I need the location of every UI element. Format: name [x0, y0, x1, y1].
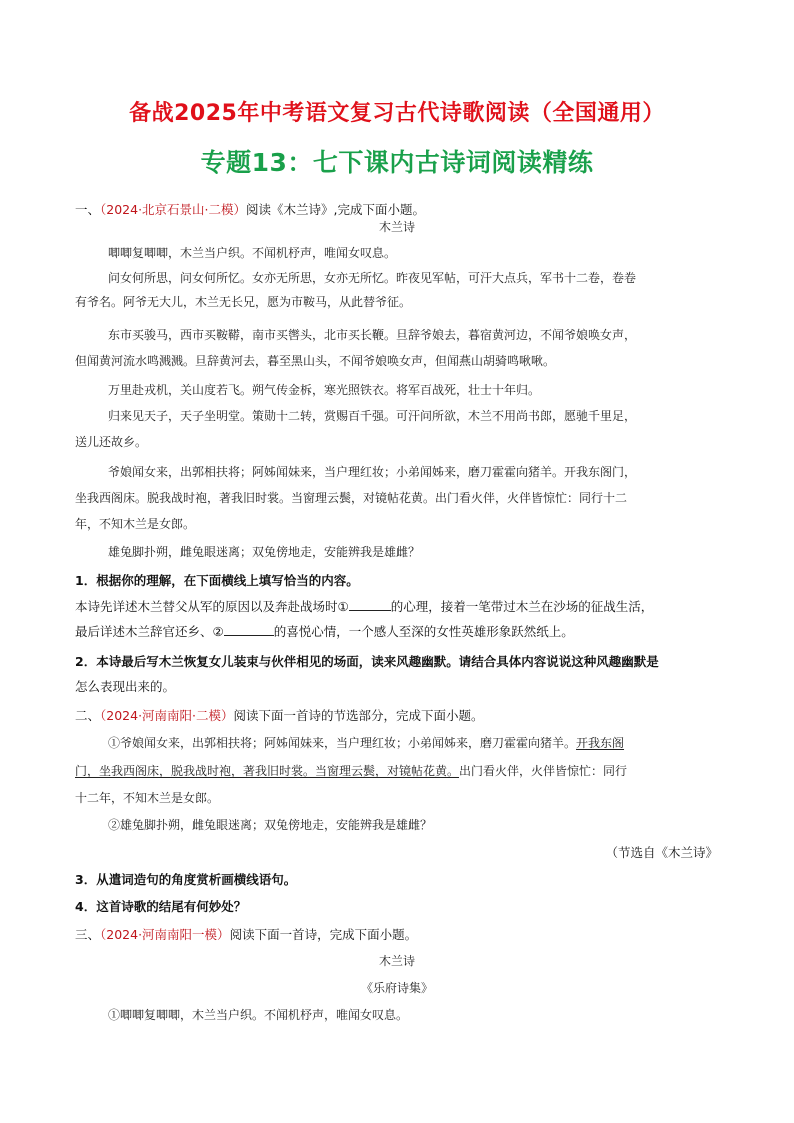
question-1-text	[75, 623, 574, 641]
question-2: 2．本诗最后写木兰恢复女儿装束与伙伴相见的场面，读来风趣幽默。请结合具体内容说说这种风趣幽默是	[75, 654, 659, 669]
question-text: 的喜悦心情，一个感人至深的女性英雄形象跃然纸上。	[273, 624, 574, 639]
question-2-cont: 怎么表现出来的。	[75, 679, 176, 694]
poem-line: 东市买骏马，西市买鞍鞯，南市买辔头，北市买长鞭。旦辞爷娘去，暮宿黄河边，不闻爷娘唤女声，	[108, 328, 637, 342]
poem-line: 有爷名。阿爷无大儿，木兰无长兄，愿为市鞍马，从此替爷征。	[75, 295, 412, 309]
section-number: 一、	[75, 202, 101, 217]
question-source: （2024·河南南阳·二模）	[100, 708, 234, 723]
poem-line: 问女何所思，问女何所忆。女亦无所思，女亦无所忆。昨夜见军帖，可汗大点兵，军书十二卷，卷卷	[108, 271, 637, 285]
question-4: 4．这首诗歌的结尾有何妙处？	[75, 899, 247, 914]
question-source: （2024·北京石景山·二模）	[100, 202, 247, 217]
poem-line: 归来见天子，天子坐明堂。策勋十二转，赏赐百千强。可汗问所欲，木兰不用尚书郎，愿驰千里足，	[108, 409, 637, 423]
section-3-heading	[75, 926, 417, 944]
poem-line	[108, 734, 624, 752]
poem-line: ②雄兔脚扑朔，雌兔眼迷离；双兔傍地走，安能辨我是雄雌？	[108, 818, 433, 832]
document-subtitle: 专题13：七下课内古诗词阅读精练	[200, 148, 594, 177]
answer-blank-2[interactable]	[224, 623, 274, 636]
poem-line: 年，不知木兰是女郎。	[75, 517, 196, 531]
underlined-text: 开我东阁	[576, 736, 625, 750]
question-1: 1．根据你的理解，在下面横线上填写恰当的内容。	[75, 573, 359, 588]
poem-line: ①唧唧复唧唧，木兰当户织。不闻机杼声，唯闻女叹息。	[108, 1008, 409, 1022]
section-number: 二、	[75, 708, 101, 723]
poem-title: 木兰诗	[378, 220, 415, 234]
poem-line: 爷娘闻女来，出郭相扶将；阿姊闻妹来，当户理红妆；小弟闻姊来，磨刀霍霍向猪羊。开我东阁门，	[108, 465, 637, 479]
section-number: 三、	[75, 927, 101, 942]
question-3: 3．从遣词造句的角度赏析画横线语句。	[75, 872, 297, 887]
question-text: 的心理，接着一笔带过木兰在沙场的征战生活，	[390, 599, 654, 614]
poem-line: 十二年，不知木兰是女郎。	[75, 791, 220, 805]
section-prompt: 阅读下面一首诗的节选部分，完成下面小题。	[233, 708, 484, 723]
poem-line: 坐我西阁床。脱我战时袍，著我旧时裳。当窗理云鬓，对镜帖花黄。出门看火伴，火伴皆惊忙：同行十二	[75, 491, 628, 505]
section-1-heading	[75, 201, 425, 219]
question-1-text	[75, 598, 653, 616]
poem-line: 唧唧复唧唧，木兰当户织。不闻机杼声，唯闻女叹息。	[108, 246, 397, 260]
poem-text: ①爷娘闻女来，出郭相扶将；阿姊闻妹来，当户理红妆；小弟闻姊来，磨刀霍霍向猪羊。	[108, 736, 577, 750]
section-2-heading	[75, 707, 484, 725]
poem-text: 出门看火伴，火伴皆惊忙：同行	[459, 764, 628, 778]
poem-line: 但闻黄河流水鸣溅溅。旦辞黄河去，暮至黑山头，不闻爷娘唤女声，但闻燕山胡骑鸣啾啾。	[75, 354, 556, 368]
question-text: 本诗先详述木兰替父从军的原因以及奔赴战场时①	[75, 599, 349, 614]
poem-title: 木兰诗	[378, 954, 415, 968]
excerpt-source: （节选自《木兰诗》	[605, 845, 718, 860]
section-prompt: 阅读《木兰诗》,完成下面小题。	[246, 202, 426, 217]
question-source: （2024·河南南阳一模）	[100, 927, 230, 942]
question-text: 最后详述木兰辞官还乡、②	[75, 624, 224, 639]
underlined-text: 门，坐我西阁床，脱我战时袍，著我旧时裳。当窗理云鬓，对镜帖花黄。	[75, 764, 460, 778]
poem-line: 雄兔脚扑朔，雌兔眼迷离；双兔傍地走，安能辨我是雄雌？	[108, 545, 421, 559]
document-title: 备战2025年中考语文复习古代诗歌阅读（全国通用）	[129, 101, 665, 126]
answer-blank-1[interactable]	[349, 598, 391, 611]
section-prompt: 阅读下面一首诗，完成下面小题。	[229, 927, 418, 942]
poem-source: 《乐府诗集》	[360, 981, 433, 995]
poem-line	[75, 762, 627, 780]
poem-line: 万里赴戎机，关山度若飞。朔气传金柝，寒光照铁衣。将军百战死，壮士十年归。	[108, 383, 541, 397]
poem-line: 送儿还故乡。	[75, 435, 148, 449]
